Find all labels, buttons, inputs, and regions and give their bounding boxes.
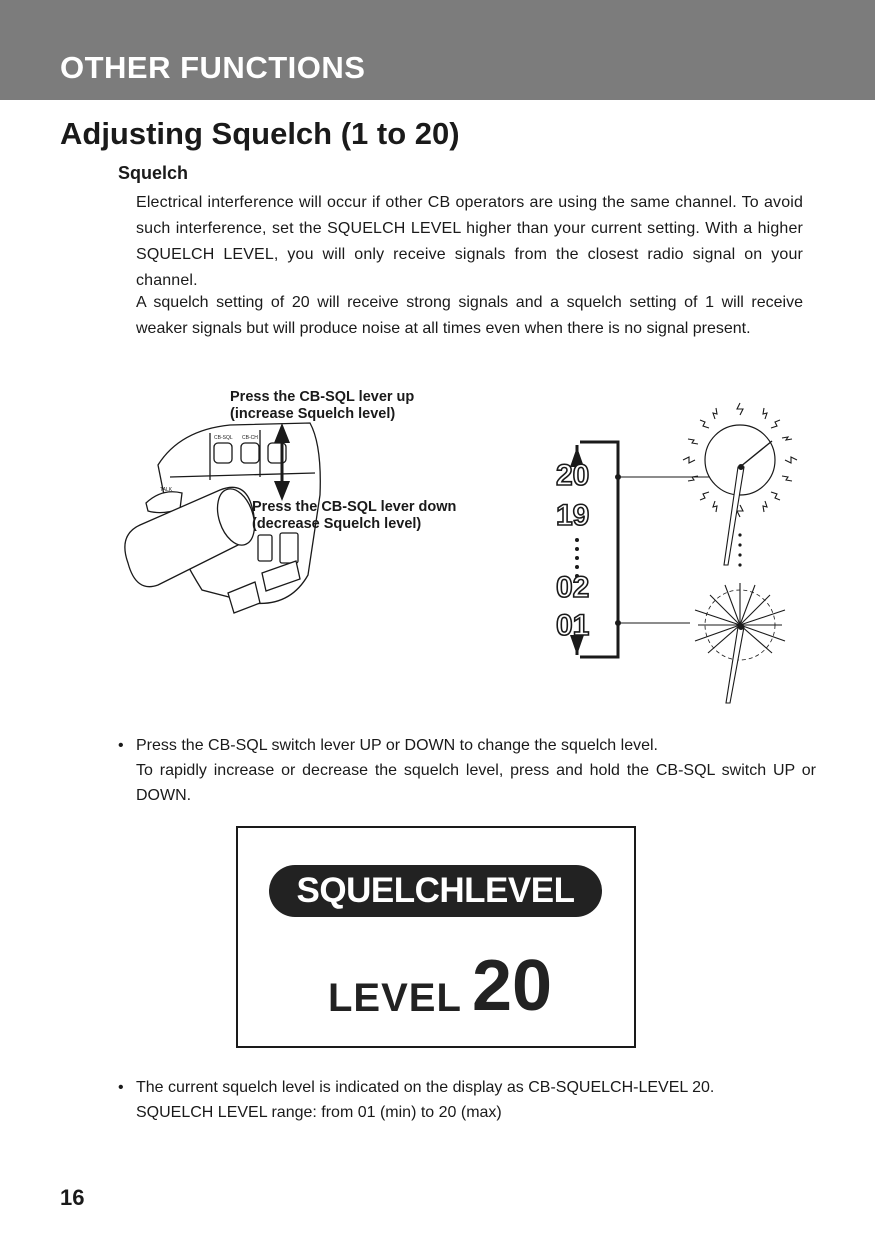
bullet-2-line2: SQUELCH LEVEL range: from 01 (min) to 20 (max) xyxy=(136,1104,502,1121)
dial-dotted-link xyxy=(738,533,741,566)
scale-value-01: 01 xyxy=(556,609,590,642)
lcd-level-label: LEVEL xyxy=(328,976,462,1020)
squelch-figure xyxy=(110,385,810,705)
squelch-paragraph-2: A squelch setting of 20 will receive strong signals and a squelch setting of 1 will receive weaker signals but will produce noise at all times even when there is no signal present. xyxy=(136,294,803,337)
header-bar xyxy=(0,0,875,100)
header-title: OTHER FUNCTIONS xyxy=(60,50,366,85)
squelch-lcd-display xyxy=(236,826,636,1048)
bullet-dot: • xyxy=(118,1079,124,1096)
bullet-2-line1: The current squelch level is indicated on the display as CB-SQUELCH-LEVEL 20. xyxy=(136,1079,715,1096)
switch-label-talk: TALK xyxy=(160,487,173,493)
scale-value-20: 20 xyxy=(556,459,590,492)
scale-value-19: 19 xyxy=(556,499,590,532)
label-lever-up xyxy=(230,389,414,423)
label-lever-up-line1: Press the CB-SQL lever up xyxy=(230,389,415,405)
label-lever-down xyxy=(252,499,456,533)
bullet-dot: • xyxy=(118,737,124,754)
section-title: Adjusting Squelch (1 to 20) xyxy=(60,116,460,151)
lcd-banner: SQUELCHLEVEL xyxy=(269,865,602,917)
switch-label-cb-ch: CB-CH xyxy=(242,435,258,441)
squelch-subtitle: Squelch xyxy=(118,163,189,183)
weak-signal-dial-icon xyxy=(695,583,785,703)
bullet-1-line1: Press the CB-SQL switch lever UP or DOWN to change the squelch level. xyxy=(136,737,658,754)
squelch-paragraph-1: Electrical interference will occur if other CB operators are using the same channel. To avoid such interference, set the SQUELCH LEVEL higher than your current setting. With a higher SQUELCH LEVEL, you will only receive signals from the closest radio signal on your channel. xyxy=(136,194,803,289)
lcd-level-value: 20 xyxy=(472,946,553,1026)
scale-connector-lines xyxy=(616,475,711,626)
scale-value-02: 02 xyxy=(556,571,590,604)
strong-signal-dial-icon xyxy=(683,403,797,565)
switch-label-cb-sql: CB-SQL xyxy=(214,435,233,441)
label-lever-down-line1: Press the CB-SQL lever down xyxy=(252,499,457,515)
label-lever-down-line2: (decrease Squelch level) xyxy=(252,516,422,532)
figure-illustration xyxy=(110,385,810,705)
bullet-1-line2: To rapidly increase or decrease the squelch level, press and hold the CB-SQL switch UP or DOWN. xyxy=(136,762,816,804)
label-lever-up-line2: (increase Squelch level) xyxy=(230,406,396,422)
page-number: 16 xyxy=(60,1185,85,1210)
